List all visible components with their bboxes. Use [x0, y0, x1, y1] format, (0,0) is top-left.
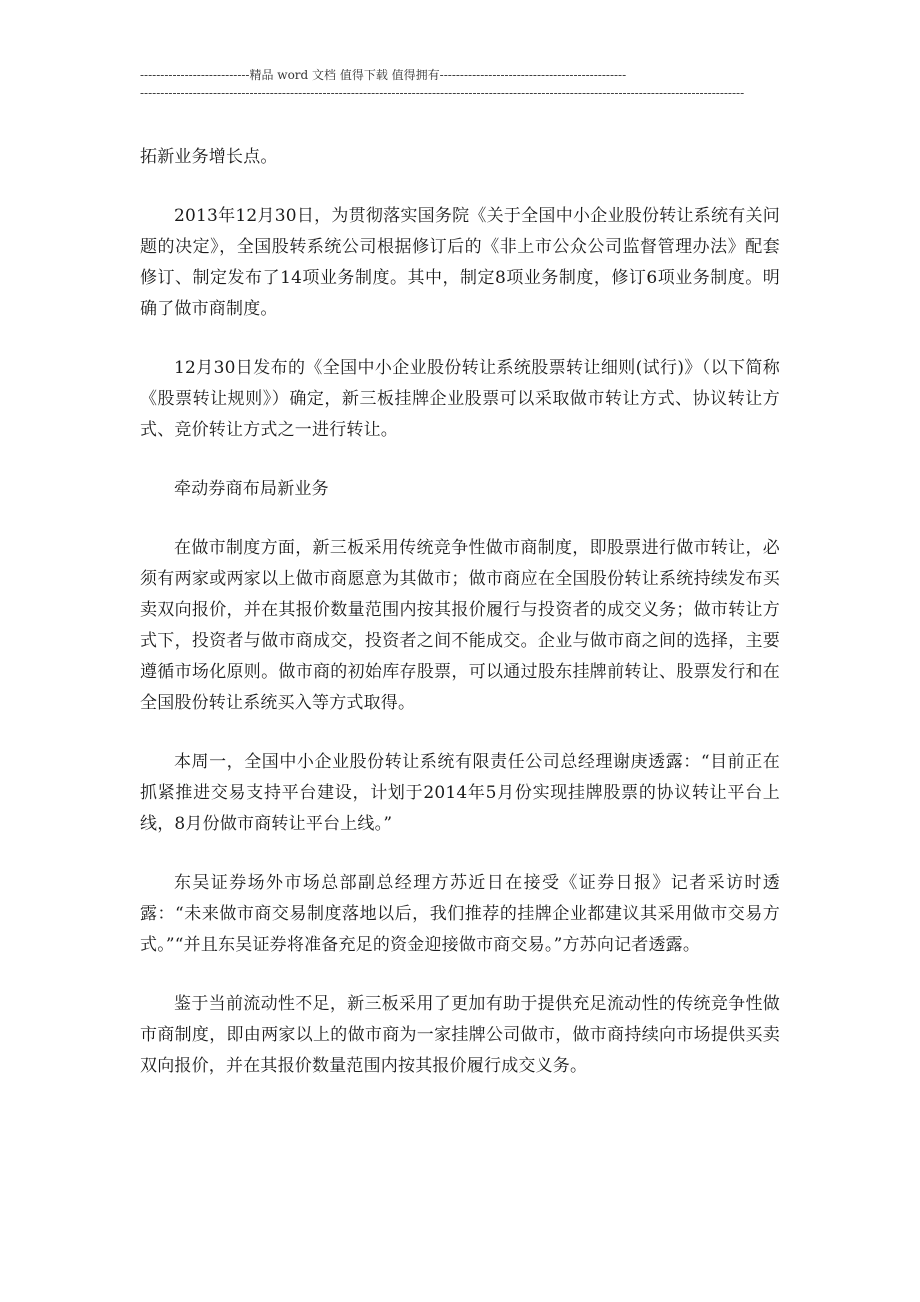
paragraph: 12月30日发布的《全国中小企业股份转让系统股票转让细则(试行)》（以下简称《股票转让规则》）确定，新三板挂牌企业股票可以采取做市转让方式、协议转让方式、竞价转让方式之一进行转让。: [140, 358, 780, 440]
header-banner-line: ---------------------------精品 word 文档 值得下载 值得拥有----------------------------------------------: [140, 68, 627, 82]
page-header: [140, 66, 780, 102]
paragraph: 本周一，全国中小企业股份转让系统有限责任公司总经理谢庚透露：“目前正在抓紧推进交易支持平台建设，计划于2014年5月份实现挂牌股票的协议转让平台上线，8月份做市商转让平台上线。”: [140, 752, 780, 834]
section-heading: 牵动券商布局新业务: [174, 479, 329, 499]
paragraph: 拓新业务增长点。: [140, 147, 278, 167]
paragraph: 在做市制度方面，新三板采用传统竞争性做市商制度，即股票进行做市转让，必须有两家或两家以上做市商愿意为其做市；做市商应在全国股份转让系统持续发布买卖双向报价，并在其报价数量范围内按其报价履行与投资者的成交义务；做市转让方式下，投资者与做市商成交，投资者之间不能成交。企业与做市商之间的选择，主要遵循市场化原则。做市商的初始库存股票，可以通过股东挂牌前转让、股票发行和在全国股份转让系统买入等方式取得。: [140, 538, 780, 713]
header-divider-line: -----------------------------------------------------------------------------------------------------------------------------------------------------: [140, 86, 745, 100]
paragraph: 东吴证券场外市场总部副总经理方苏近日在接受《证券日报》记者采访时透露：“未来做市商交易制度落地以后，我们推荐的挂牌企业都建议其采用做市交易方式。”“并且东吴证券将准备充足的资金迎接做市商交易。”方苏向记者透露。: [140, 873, 780, 955]
paragraph: 2013年12月30日，为贯彻落实国务院《关于全国中小企业股份转让系统有关问题的决定》，全国股转系统公司根据修订后的《非上市公众公司监督管理办法》配套修订、制定发布了14项业务制度。其中，制定8项业务制度，修订6项业务制度。明确了做市商制度。: [140, 206, 780, 319]
paragraph: 鉴于当前流动性不足，新三板采用了更加有助于提供充足流动性的传统竞争性做市商制度，即由两家以上的做市商为一家挂牌公司做市，做市商持续向市场提供买卖双向报价，并在其报价数量范围内按其报价履行成交义务。: [140, 994, 780, 1076]
document-body: [140, 142, 780, 1110]
